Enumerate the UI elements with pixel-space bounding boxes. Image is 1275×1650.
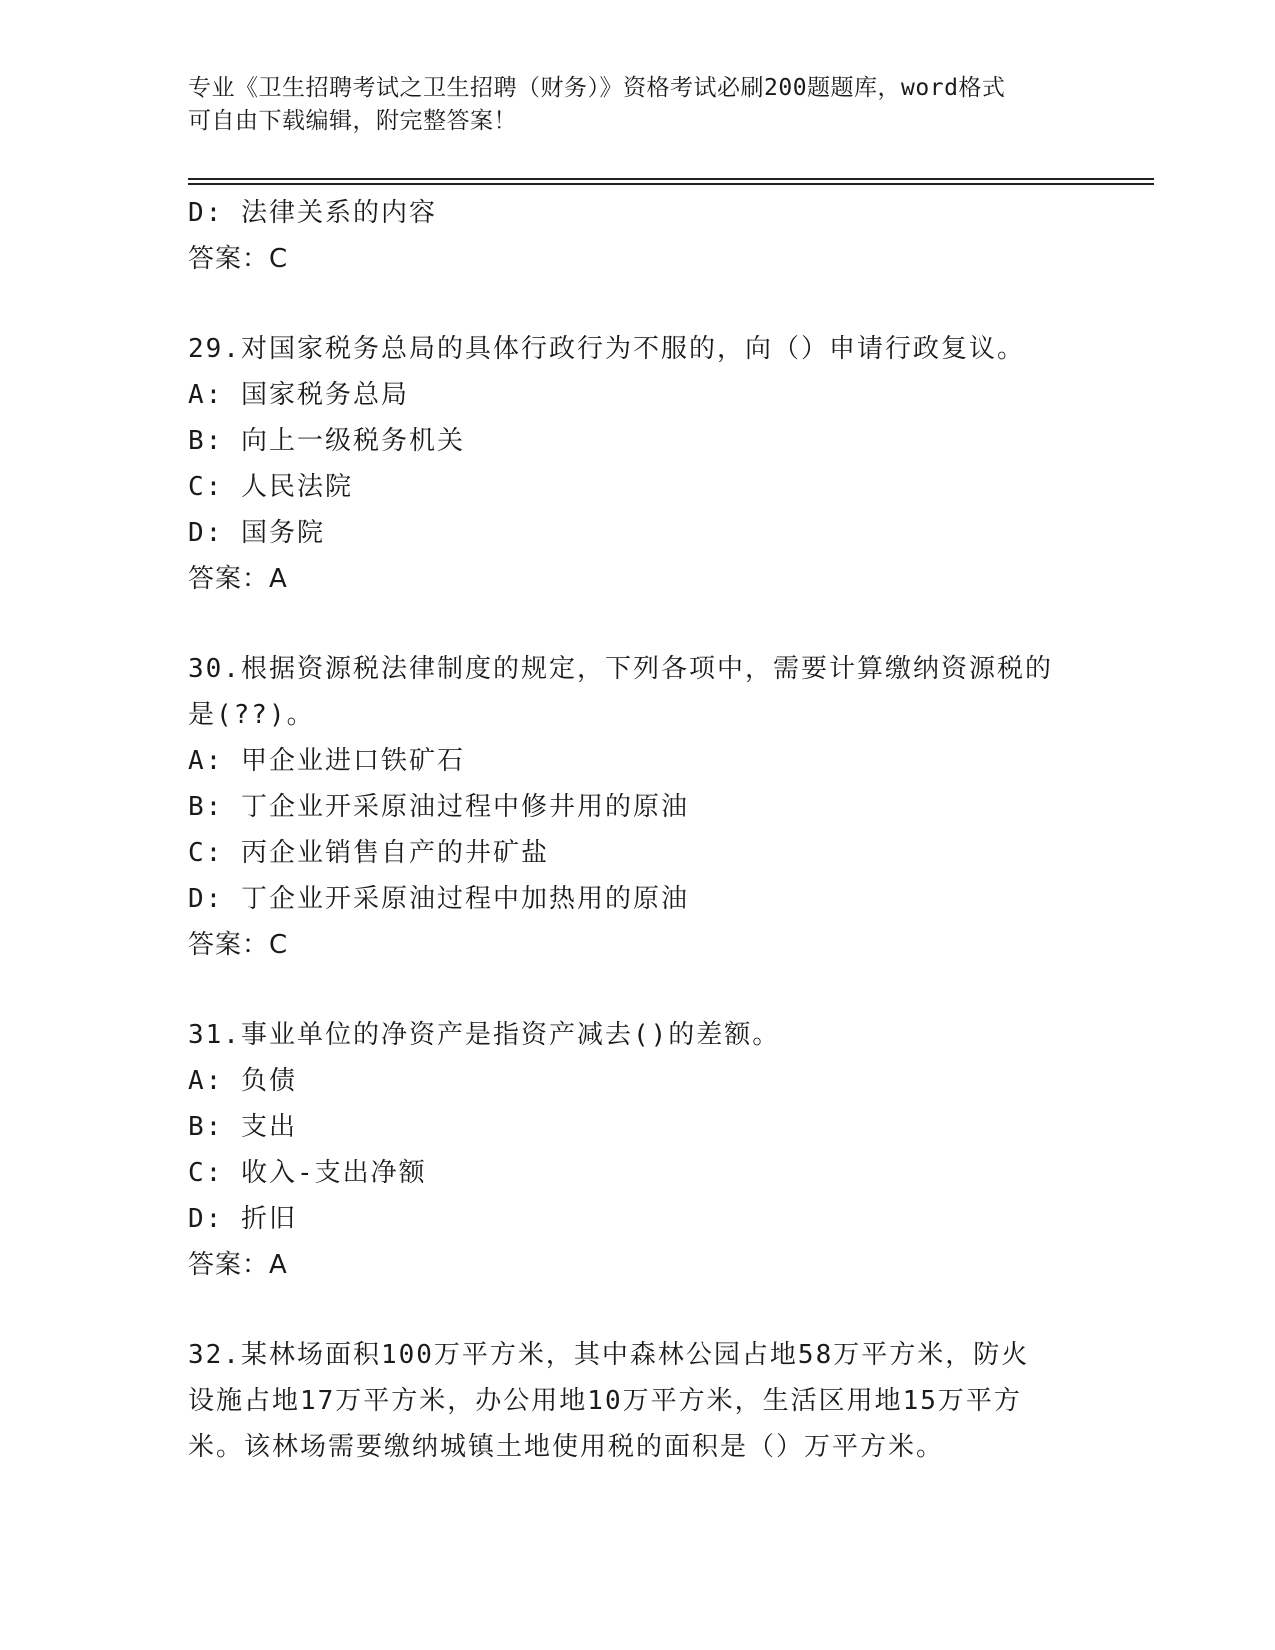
option-c: C: 人民法院 <box>188 472 353 502</box>
question-text-line-2: 是(??)。 <box>188 700 315 730</box>
document-body <box>188 190 1088 1470</box>
answer-line: 答案：C <box>188 244 289 274</box>
question-text-line-2: 设施占地17万平方米，办公用地10万平方米，生活区用地15万平方 <box>188 1386 1022 1416</box>
option-c: C: 收入-支出净额 <box>188 1158 427 1188</box>
header-line-2: 可自由下载编辑，附完整答案！ <box>188 108 517 134</box>
option-d: D: 折旧 <box>188 1204 297 1234</box>
answer-line: 答案：C <box>188 930 289 960</box>
option-b: B: 向上一级税务机关 <box>188 426 465 456</box>
option-b: B: 丁企业开采原油过程中修井用的原油 <box>188 792 689 822</box>
option-a: A: 负债 <box>188 1066 297 1096</box>
question-text-line-3: 米。该林场需要缴纳城镇土地使用税的面积是（）万平方米。 <box>188 1432 945 1462</box>
answer-line: 答案：A <box>188 564 288 594</box>
question-30 <box>188 646 1088 968</box>
question-text-line-1: 32.某林场面积100万平方米，其中森林公园占地58万平方米，防火 <box>188 1340 1030 1370</box>
question-31 <box>188 1012 1088 1288</box>
option-d: D: 丁企业开采原油过程中加热用的原油 <box>188 884 689 914</box>
header-line-1: 专业《卫生招聘考试之卫生招聘（财务）》资格考试必刷200题题库，word格式 <box>188 75 1006 101</box>
previous-question-tail <box>188 190 1088 282</box>
option-d: D: 国务院 <box>188 518 325 548</box>
question-32 <box>188 1332 1088 1470</box>
option-c: C: 丙企业销售自产的井矿盐 <box>188 838 549 868</box>
document-header <box>188 72 1088 138</box>
option-a: A: 国家税务总局 <box>188 380 409 410</box>
question-text-line-1: 30.根据资源税法律制度的规定，下列各项中，需要计算缴纳资源税的 <box>188 654 1053 684</box>
answer-line: 答案：A <box>188 1250 288 1280</box>
header-divider-top <box>188 178 1154 180</box>
question-29 <box>188 326 1088 602</box>
option-d: D: 法律关系的内容 <box>188 198 437 228</box>
header-divider-bottom <box>188 183 1154 185</box>
question-text: 29.对国家税务总局的具体行政行为不服的，向（）申请行政复议。 <box>188 334 1025 364</box>
option-a: A: 甲企业进口铁矿石 <box>188 746 465 776</box>
option-b: B: 支出 <box>188 1112 297 1142</box>
question-text: 31.事业单位的净资产是指资产减去()的差额。 <box>188 1020 781 1050</box>
